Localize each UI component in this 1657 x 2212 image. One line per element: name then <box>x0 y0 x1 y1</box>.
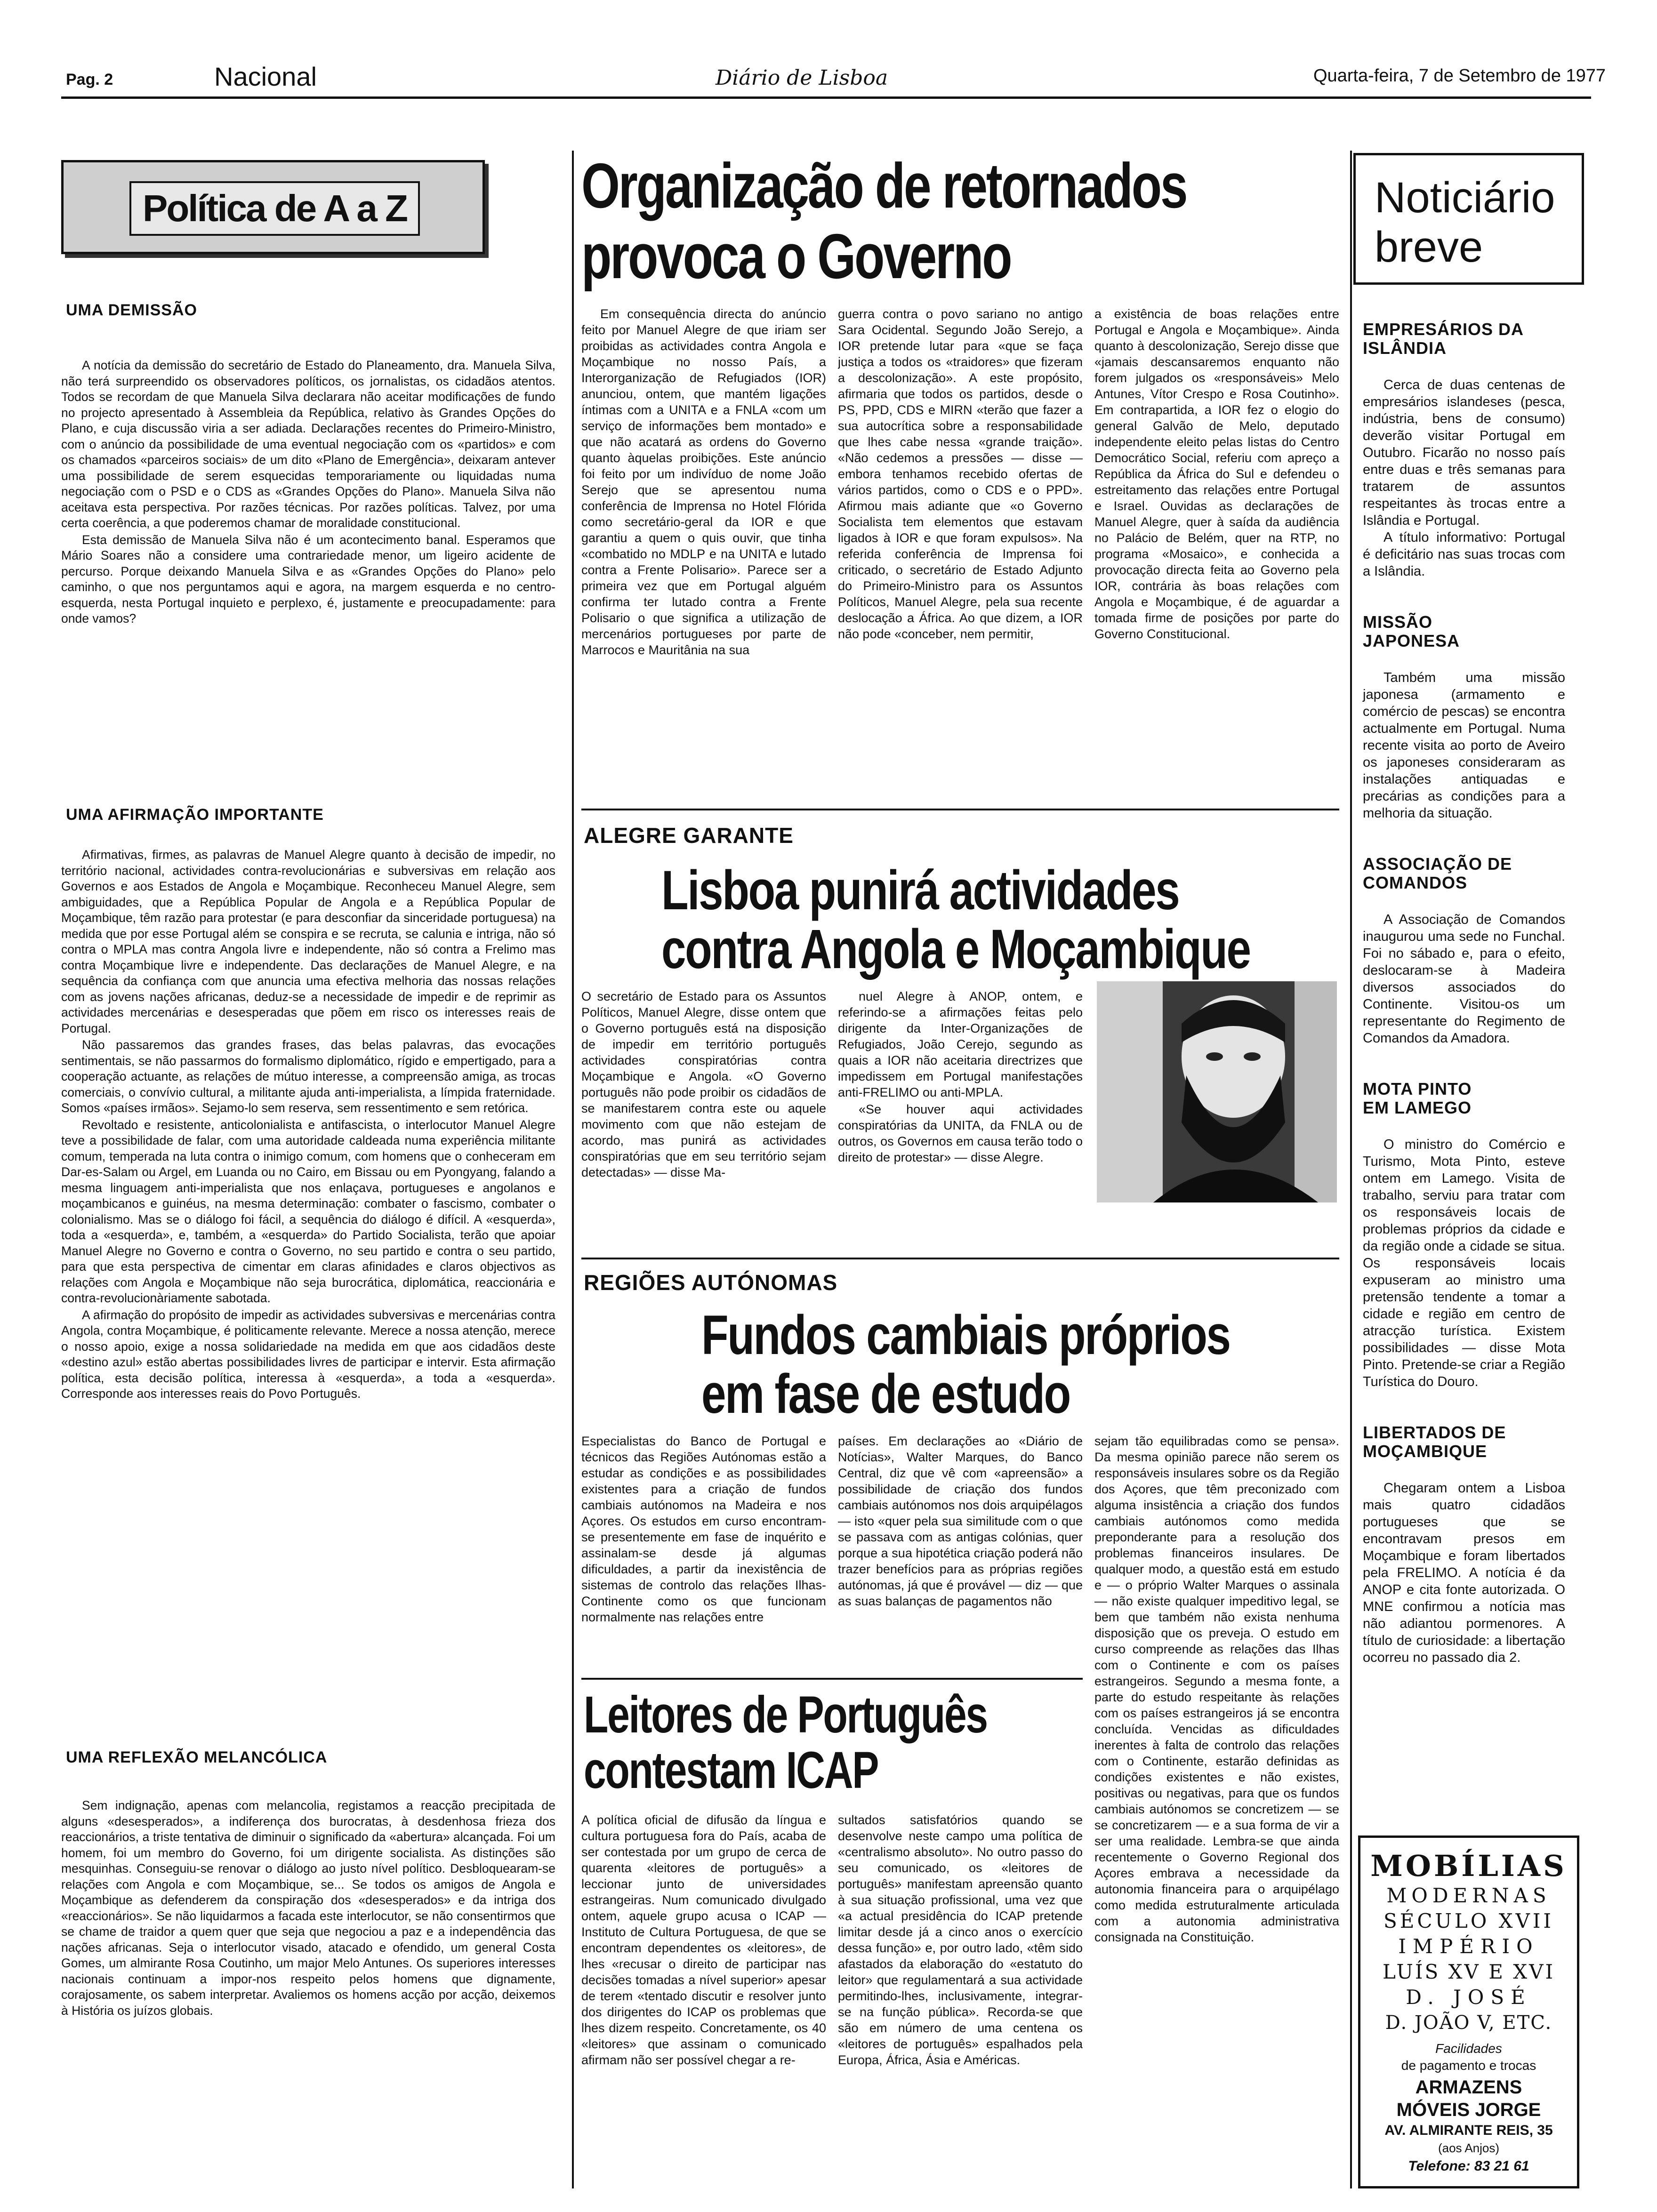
politica-banner <box>61 160 485 254</box>
regioes-kicker: REGIÕES AUTÓNOMAS <box>584 1270 838 1295</box>
n1-paragraph: A título informativo: Portugal é deficitário nas suas trocas com a Islândia. <box>1363 530 1565 579</box>
column-rule-right <box>1350 151 1352 2188</box>
n2-body <box>1363 669 1565 822</box>
s2-body <box>61 847 555 1713</box>
ad-line: de pagamento e trocas <box>1401 2058 1536 2073</box>
regioes-col-2: países. Em declarações ao «Diário de Notícias», Walter Marques, do Banco Central, diz que vê com «apreensão» a possibilidade de criação dos fundos cambiais autónomos nos dois arquipélagos — isto «quer pela sua similitude com o que se passava com as antigas colónias, quer porque a sua hipotética criação poderá não trazer benefícios para as próprias regiões autónomas, já que é provável — diz — que as suas balanças de pagamentos não <box>838 1434 1083 1608</box>
s2-paragraph: Não passaremos das grandes frases, das belas palavras, das evocações sentimentais, se não passarmos do formalismo diplomático, rígido e empertigado, para a cooperação actuante, as relações de mútuo interesse, a compreensão amiga, as trocas comerciais, o convívio cultural, a militante ajuda anti-imperialista, a límpida fraternidade. Somos «países irmãos». Sejamo-lo sem reserva, sem ressentimento e sem retórica. <box>61 1038 555 1115</box>
masthead-rule <box>61 96 1591 99</box>
ad-line: D. JOÃO V, ETC. <box>1385 2012 1552 2034</box>
n2-paragraph: Também uma missão japonesa (armamento e comércio de pescas) se encontra actualmente em Portugal. Numa recente visita ao porto de Aveiro os japoneses consideraram as instalações antiquadas e precárias as condições para a melhoria da situação. <box>1363 670 1565 821</box>
ad-line: Telefone: 83 21 61 <box>1408 2158 1529 2174</box>
section-name: Nacional <box>214 62 317 91</box>
s1-heading: UMA DEMISSÃO <box>66 301 197 319</box>
alegre-rule <box>581 1258 1339 1259</box>
noticiario-title-line1: Noticiário <box>1375 174 1555 222</box>
page-number: Pag. 2 <box>66 71 113 88</box>
leitores-col-1: A política oficial de difusão da língua e cultura portuguesa fora do País, acaba de ser contestada por um grupo de cerca de quarenta «leitores de português» a leccionar junto de universidades estrangeiras. Num comunicado divulgado ontem, aquele grupo acusa o ICAP — Instituto de Cultura Portuguesa, de que se encontram dependentes os «leitores», de lhes «recusar o direito de participar nas decisões tomadas a nível superior» apesar de terem «tentado discutir e resolver junto dos dirigentes do ICAP os problemas que lhes dizem respeito. Concretamente, os 40 «leitores» que assinam o comunicado afirmam não ser possível chegar a re- <box>581 1813 826 2067</box>
retornados-headline-line2: provoca o Governo <box>581 221 1011 292</box>
leitores-headline <box>584 1687 1083 1810</box>
alegre-kicker: ALEGRE GARANTE <box>584 823 794 848</box>
alegre-headline <box>584 861 1337 984</box>
s1-paragraph: A notícia da demissão do secretário de Estado do Planeamento, dra. Manuela Silva, não terá surpreendido os observadores políticos, os jornalistas, os cidadãos atentos. Todos se recordam de que Manuela Silva declarara não aceitar modificações de fundo no projecto apresentado à Assembleia da República, relativo às Grandes Opções do Plano, e cuja discussão viria a ser adiada. Declarações recentes do Primeiro-Ministro, com o anúncio da possibilidade de uma eventual negociação com os «partidos» e com os chamados «parceiros sociais» de um dito «Plano de Emergência», deixaram antever uma possibilidade de serem esquecidas temporariamente ou liquidadas numa negociação com o PSD e o CDS as «Grandes Opções do Plano». Manuela Silva não aceitava esta perspectiva. Por razões técnicas. Por razões políticas. Talvez, por uma certa coerência, a que poderemos chamar de moralidade constitucional. <box>61 358 555 530</box>
ad-line: ARMAZENS <box>1415 2077 1522 2098</box>
newspaper-name: Diário de Lisboa <box>716 66 888 90</box>
regioes-headline <box>584 1306 1337 1428</box>
s2-heading: UMA AFIRMAÇÃO IMPORTANTE <box>66 806 324 824</box>
s2-paragraph: A afirmação do propósito de impedir as actividades subversivas e mercenárias contra Angola, contra Moçambique, é politicamente relevante. Merece a nossa atenção, merece o nosso apoio, exige a nossa solidariedade na medida em que aos cidadãos deste «destino azul» estão abertas possibilidades livres de participar e intervir. Esta afirmação política, esta decisão política, interessa à «esquerda», a toda a «esquerda». Corresponde aos interesses reais do Povo Português. <box>61 1307 555 1401</box>
manuel-alegre-photo <box>1097 981 1337 1202</box>
n5-paragraph: Chegaram ontem a Lisboa mais quatro cidadãos portugueses que se encontravam presos em Moçambique e foram libertados pela FRELIMO. A notícia é da ANOP e cita fonte autorizada. O MNE confirmou a notícia mas não adiantou pormenores. A título de curiosidade: a libertação ocorreu no passado dia 2. <box>1363 1481 1565 1665</box>
retornados-headline <box>581 151 1335 292</box>
regioes-col-1: Especialistas do Banco de Portugal e técnicos das Regiões Autónomas estão a estudar as condições e as possibilidades existentes para a criação de fundos cambiais autónomos na Madeira e nos Açores. Os estudos em curso encontram-se presentemente em fase de inquérito e assinalam-se desde já algumas dificuldades, a partir da inexistência de sistemas de controlo das relações Ilhas-Continente como os que funcionam normalmente nas relações entre <box>581 1434 826 1624</box>
s2-paragraph: Revoltado e resistente, anticolonialista e antifascista, o interlocutor Manuel Alegre teve a possibilidade de falar, com uma autoridade caldeada numa experiência militante comum, temperada na luta contra o inimigo comum, com homens que o conheceram em Dar-es-Salam ou Argel, em Luanda ou no Cairo, em Bissau ou em Pyongyang, falando a mesma linguagem anti-imperialista que nos enlaçava, portugueses e angolanos e moçambicanos e guinéus, na mesma determinação: combater o fascismo, combater o colonialismo. Mas se o diálogo foi fácil, a sequência do diálogo é difícil. A «esquerda», toda a «esquerda», e, também, a «esquerda» do Partido Socialista, terão que apoiar Manuel Alegre no Governo e contra o Governo, no seu partido e contra o seu partido, para que esta perspectiva de cimentar em claras afinidades e claros objectivos as relações com Angola e Moçambique não seja burocrática, diplomática, reaccionária e contra-revolucionàriamente sabotada. <box>61 1117 555 1305</box>
ad-line: Facilidades <box>1435 2041 1502 2056</box>
noticiario-items <box>1363 320 1565 1826</box>
alegre-col-1: O secretário de Estado para os Assuntos Políticos, Manuel Alegre, disse ontem que o Governo português está na disposição de impedir em território português actividades conspiratórias contra Moçambique e Angola. «O Governo português não pode proibir os cidadãos de se manifestarem contra este ou aquele movimento com que não estejam de acordo, mas punirá as actividades conspiratórias que em seu território sejam detectadas» — disse Ma- <box>581 989 826 1179</box>
n4-paragraph: O ministro do Comércio e Turismo, Mota Pinto, esteve ontem em Lamego. Visita de trabalho, serviu para tratar com os responsáveis locais de problemas próprios da cidade e da região onde a cidade se situa. Os responsáveis locais expuseram ao ministro uma pretensão tendente a tomar a cidade e região em centro de atracção turística. Existem possibilidades — disse Mota Pinto. Pretende-se criar a Região Turística do Douro. <box>1363 1137 1565 1389</box>
n5-heading: LIBERTADOS DE MOÇAMBIQUE <box>1363 1423 1506 1461</box>
leitores-col-2: sultados satisfatórios quando se desenvolve neste campo uma política de «centralismo absoluto». No outro passo do seu comunicado, os «leitores de português» manifestam apreensão quanto à sua situação profissional, uma vez que «a actual presidência do ICAP pretende limitar desde já a cinco anos o exercício dessa função» e, por outro lado, «têm sido afastados da elaboração do «estatuto do leitor» que regulamentará a sua actividade permitindo-lhes, inclusivamente, integrar-se na função pública». Recorda-se que são em número de uma centena os «leitores de português» espalhados pela Europa, África, Ásia e Américas. <box>838 1813 1083 2067</box>
s3-heading: UMA REFLEXÃO MELANCÓLICA <box>66 1748 328 1766</box>
masthead <box>0 0 1657 113</box>
noticiario-box <box>1353 153 1584 285</box>
retornados-headline-line1: Organização de retornados <box>581 150 1187 221</box>
n3-heading: ASSOCIAÇÃO DE COMANDOS <box>1363 854 1512 892</box>
ad-line: SÉCULO XVII <box>1383 1909 1554 1932</box>
n1-body <box>1363 377 1565 580</box>
politica-banner-label <box>129 181 420 236</box>
ad-line: D. JOSÉ <box>1406 1986 1532 2009</box>
n4-heading: MOTA PINTO EM LAMEGO <box>1363 1079 1472 1117</box>
noticiario-title-line2: breve <box>1375 223 1483 271</box>
s1-body <box>61 358 555 767</box>
leitores-headline-line2: contestam ICAP <box>584 1741 878 1799</box>
alegre-paragraph: «Se houver aqui actividades conspiratórias da UNITA, da FNLA ou de outros, os Governos em causa terão todo o direito de protestar» — disse Alegre. <box>838 1102 1083 1164</box>
alegre-headline-line2: contra Angola e Moçambique <box>661 918 1250 980</box>
retornados-col-3: a existência de boas relações entre Portugal e Angola e Moçambique». Ainda quanto à descolonização, Serejo disse que «jamais descansaremos enquanto não forem julgados os «responsáveis» Melo Antunes, Vítor Crespo e Rosa Coutinho». Em contrapartida, a IOR fez o elogio do general Galvão de Melo, deputado independente eleito pelas listas do Centro Democrático Social, referiu com apreço a República da África do Sul e defendeu o estreitamento das relações entre Portugal e Israel. Ouvidas as declarações de Manuel Alegre, quer à saída da audiência no Palácio de Belém, quer na RTP, no programa «Mosaico», e conhecida a provocação directa feita ao Governo pela IOR, contrária às boas relações com Angola e Moçambique, é de aguardar a tomada firme de posições por parte do Governo Constitucional. <box>1094 307 1339 641</box>
leitores-headline-line1: Leitores de Português <box>584 1686 987 1744</box>
n3-paragraph: A Associação de Comandos inaugurou uma sede no Funchal. Foi no sábado e, para o efeito, deslocaram-se à Madeira diversos associados do Continente. Visitou-os um representante do Regimento de Comandos da Amadora. <box>1363 912 1565 1046</box>
n1-heading: EMPRESÁRIOS DA ISLÂNDIA <box>1363 320 1523 358</box>
ad-line: MODERNAS <box>1386 1884 1551 1907</box>
ad-line: MÓVEIS JORGE <box>1396 2100 1541 2120</box>
s1-paragraph: Esta demissão de Manuela Silva não é um acontecimento banal. Esperamos que Mário Soares não a considere uma contrariedade menor, um ligeiro acidente de percurso. Porque deixando Manuela Silva e as «Grandes Opções do Plano» pelo caminho, o que nos perguntamos aqui e agora, na margem esquerda e no centro-esquerda, nesta Portugal inquieto e perplexo, é, justamente e preocupadamente: para onde vamos? <box>61 532 555 625</box>
s3-body <box>61 1798 555 2188</box>
column-rule-left <box>572 151 574 2188</box>
ad-line: IMPÉRIO <box>1398 1935 1539 1958</box>
alegre-col-2 <box>838 988 1083 1247</box>
s2-paragraph: Afirmativas, firmes, as palavras de Manuel Alegre quanto à decisão de impedir, no território nacional, actividades contra-revolucionárias e subversivas em relação aos Governos e aos Estados de Angola e Moçambique. Reconheceu Manuel Alegre, sem ambiguidades, que a República Popular de Angola e a República Popular de Moçambique, têm razão para protestar (e para desconfiar da sinceridade portuguesa) na medida que por esse Portugal além se conspira e se recruta, se calunia e intriga, não só contra o MPLA mas contra Angola livre e independente, não só contra a Frelimo mas contra Moçambique livre e independente. Das declarações de Manuel Alegre, e na sequência da confiança com que anuncia uma efectiva melhoria das nossas relações com as jovens nações africanas, deduz-se a necessidade de impedir e de reprimir as actividades mercenárias e desesperadas que põem em risco os interesses reais de Portugal. <box>61 848 555 1035</box>
ad-line: AV. ALMIRANTE REIS, 35 <box>1384 2123 1553 2138</box>
portrait-figure <box>1097 981 1337 1202</box>
ad-line: (aos Anjos) <box>1438 2141 1500 2155</box>
politica-banner-title: Política de A a Z <box>143 187 407 229</box>
n4-body <box>1363 1136 1565 1390</box>
alegre-paragraph: nuel Alegre à ANOP, ontem, e referindo-se a afirmações feitas pelo dirigente da Inter-Organizações de Refugiados, João Cerejo, segundo as quais a IOR não aceitaria directrizes que impedissem em Portugal manifestações anti-FRELIMO ou anti-MPLA. <box>838 989 1083 1099</box>
n1-paragraph: Cerca de duas centenas de empresários islandeses (pesca, indústria, bens de consumo) deverão visitar Portugal em Outubro. Ficarão no nosso país entre duas e três semanas para tratarem de assuntos respeitantes às trocas entre a Islândia e Portugal. <box>1363 377 1565 528</box>
ad-line: LUÍS XV E XVI <box>1382 1960 1555 1983</box>
mobilias-ad <box>1358 1835 1579 2188</box>
retornados-rule <box>581 809 1339 810</box>
regioes-col-3: sejam tão equilibradas como se pensa». Da mesma opinião parece não serem os responsáveis insulares sobre os da Região dos Açores, que têm preconizado com alguma insistência a criação dos fundos cambiais autónomos como medida preponderante para a resolução dos problemas financeiros insulares. De qualquer modo, a questão está em estudo e — o próprio Walter Marques o assinala — não existe qualquer impeditivo legal, se bem que também não exista nenhuma disposição que os preveja. O estudo em curso compreende as relações das Ilhas com o Continente e com os países estrangeiros. Segundo a mesma fonte, a parte do estudo respeitante às relações com os países estrangeiros já se encontra concluída. Vencidas as dificuldades inerentes à falta de controlo das relações com o Continente, estarão definidas as condições existentes e não existes, positivas ou negativas, para que os fundos cambiais autónomos se concretizem — se se concretizarem — e a sua forma de vir a ser uma realidade. Lembra-se que ainda recentemente o Governo Regional dos Açores embrava a necessidade da autonomia financeira para o arquipélago como medida estruturalmente articulada com a autonomia administrativa consignada na Constituição. <box>1094 1434 1339 1944</box>
n5-body <box>1363 1480 1565 1666</box>
n2-heading: MISSÃO JAPONESA <box>1363 612 1460 650</box>
ad-line: MOBÍLIAS <box>1370 1849 1567 1883</box>
regioes-headline-line1: Fundos cambiais próprios <box>701 1304 1230 1366</box>
alegre-headline-line1: Lisboa punirá actividades <box>661 859 1179 922</box>
retornados-col-2: guerra contra o povo sariano no antigo Sara Ocidental. Segundo João Serejo, a IOR pretende lutar para «que se faça justiça a todos os «traidores» que fizeram a descolonização». A este propósito, afirmaria que todos os partidos, desde o PS, PPD, CDS e MIRN «terão que fazer a sua autocrítica sobre a responsabilidade que lhes cabe nessa «grande traição». «Não cedemos a pressões — disse — embora tenhamos recebido ofertas de vários partidos, como o CDS e o PPD». Afirmou mais adiante que «o Governo Socialista tem elementos que estavam ligados à IOR e que foram expulsos». Na referida conferência de Imprensa foi criticado, o secretário de Estado Adjunto do Primeiro-Ministro para os Assuntos Políticos, Manuel Alegre, pela sua recente deslocação a África. Ao que dizem, a IOR não pode «conceber, nem permitir, <box>838 307 1083 641</box>
regioes-rule <box>581 1678 1083 1680</box>
issue-date: Quarta-feira, 7 de Setembro de 1977 <box>1313 66 1606 86</box>
retornados-col-1: Em consequência directa do anúncio feito por Manuel Alegre de que iriam ser proibidas as actividades contra Angola e Moçambique no nosso País, a Interorganização de Refugiados (IOR) anunciou, ontem, que mantém ligações íntimas com a UNITA e a FNLA «com um serviço de informações bem montado» e que não acatará as ordens do Governo quanto àquelas proibições. Este anúncio foi feito por um indivíduo de nome João Serejo que se apresentou numa conferência de Imprensa no Hotel Flórida como secretário-geral da IOR e que garantiu a quem o quis ouvir, que tinha «combatido no MDLP e na UNITA e lutado contra a Frente Polisario». Parece ser a primeira vez que em Portugal alguém confirma ter lutado contra a Frente Polisario o que significa a utilização de mercenários portugueses por parte de Marrocos e Mauritânia na sua <box>581 307 826 657</box>
n3-body <box>1363 911 1565 1047</box>
s3-paragraph: Sem indignação, apenas com melancolia, registamos a reacção precipitada de alguns «desesperados», a indiferença dos burocratas, à desdenhosa frieza dos reaccionários, a triste tentativa de diminuir o significado da «abertura» alcançada. Foi um homem, foi um membro do Governo, foi um dirigente socialista. As distinções são mesquinhas. Conseguiu-se renovar o diálogo ao justo nível político. Desbloquearam-se relações com Angola e com Moçambique, se... Se todos os amigos de Angola e Moçambique as defenderem da conspiração dos «desesperados» e da intriga dos «reaccionários». Se não liquidarmos a facada este interlocutor, se não consentirmos que se chame de traidor a quem quer que seja que negociou a paz e a independência das nações africanas. Seja o interlocutor visado, atacado e ofendido, um general Costa Gomes, um almirante Rosa Coutinho, um major Melo Antunes. Os superiores interesses nacionais continuam a impor-nos respeito pelos homens que dignamente, corajosamente, os sabem interpretar. Avaliemos os homens acção por acção, deixemos à História os juízos globais. <box>61 1798 555 2018</box>
regioes-headline-line2: em fase de estudo <box>701 1363 1070 1425</box>
